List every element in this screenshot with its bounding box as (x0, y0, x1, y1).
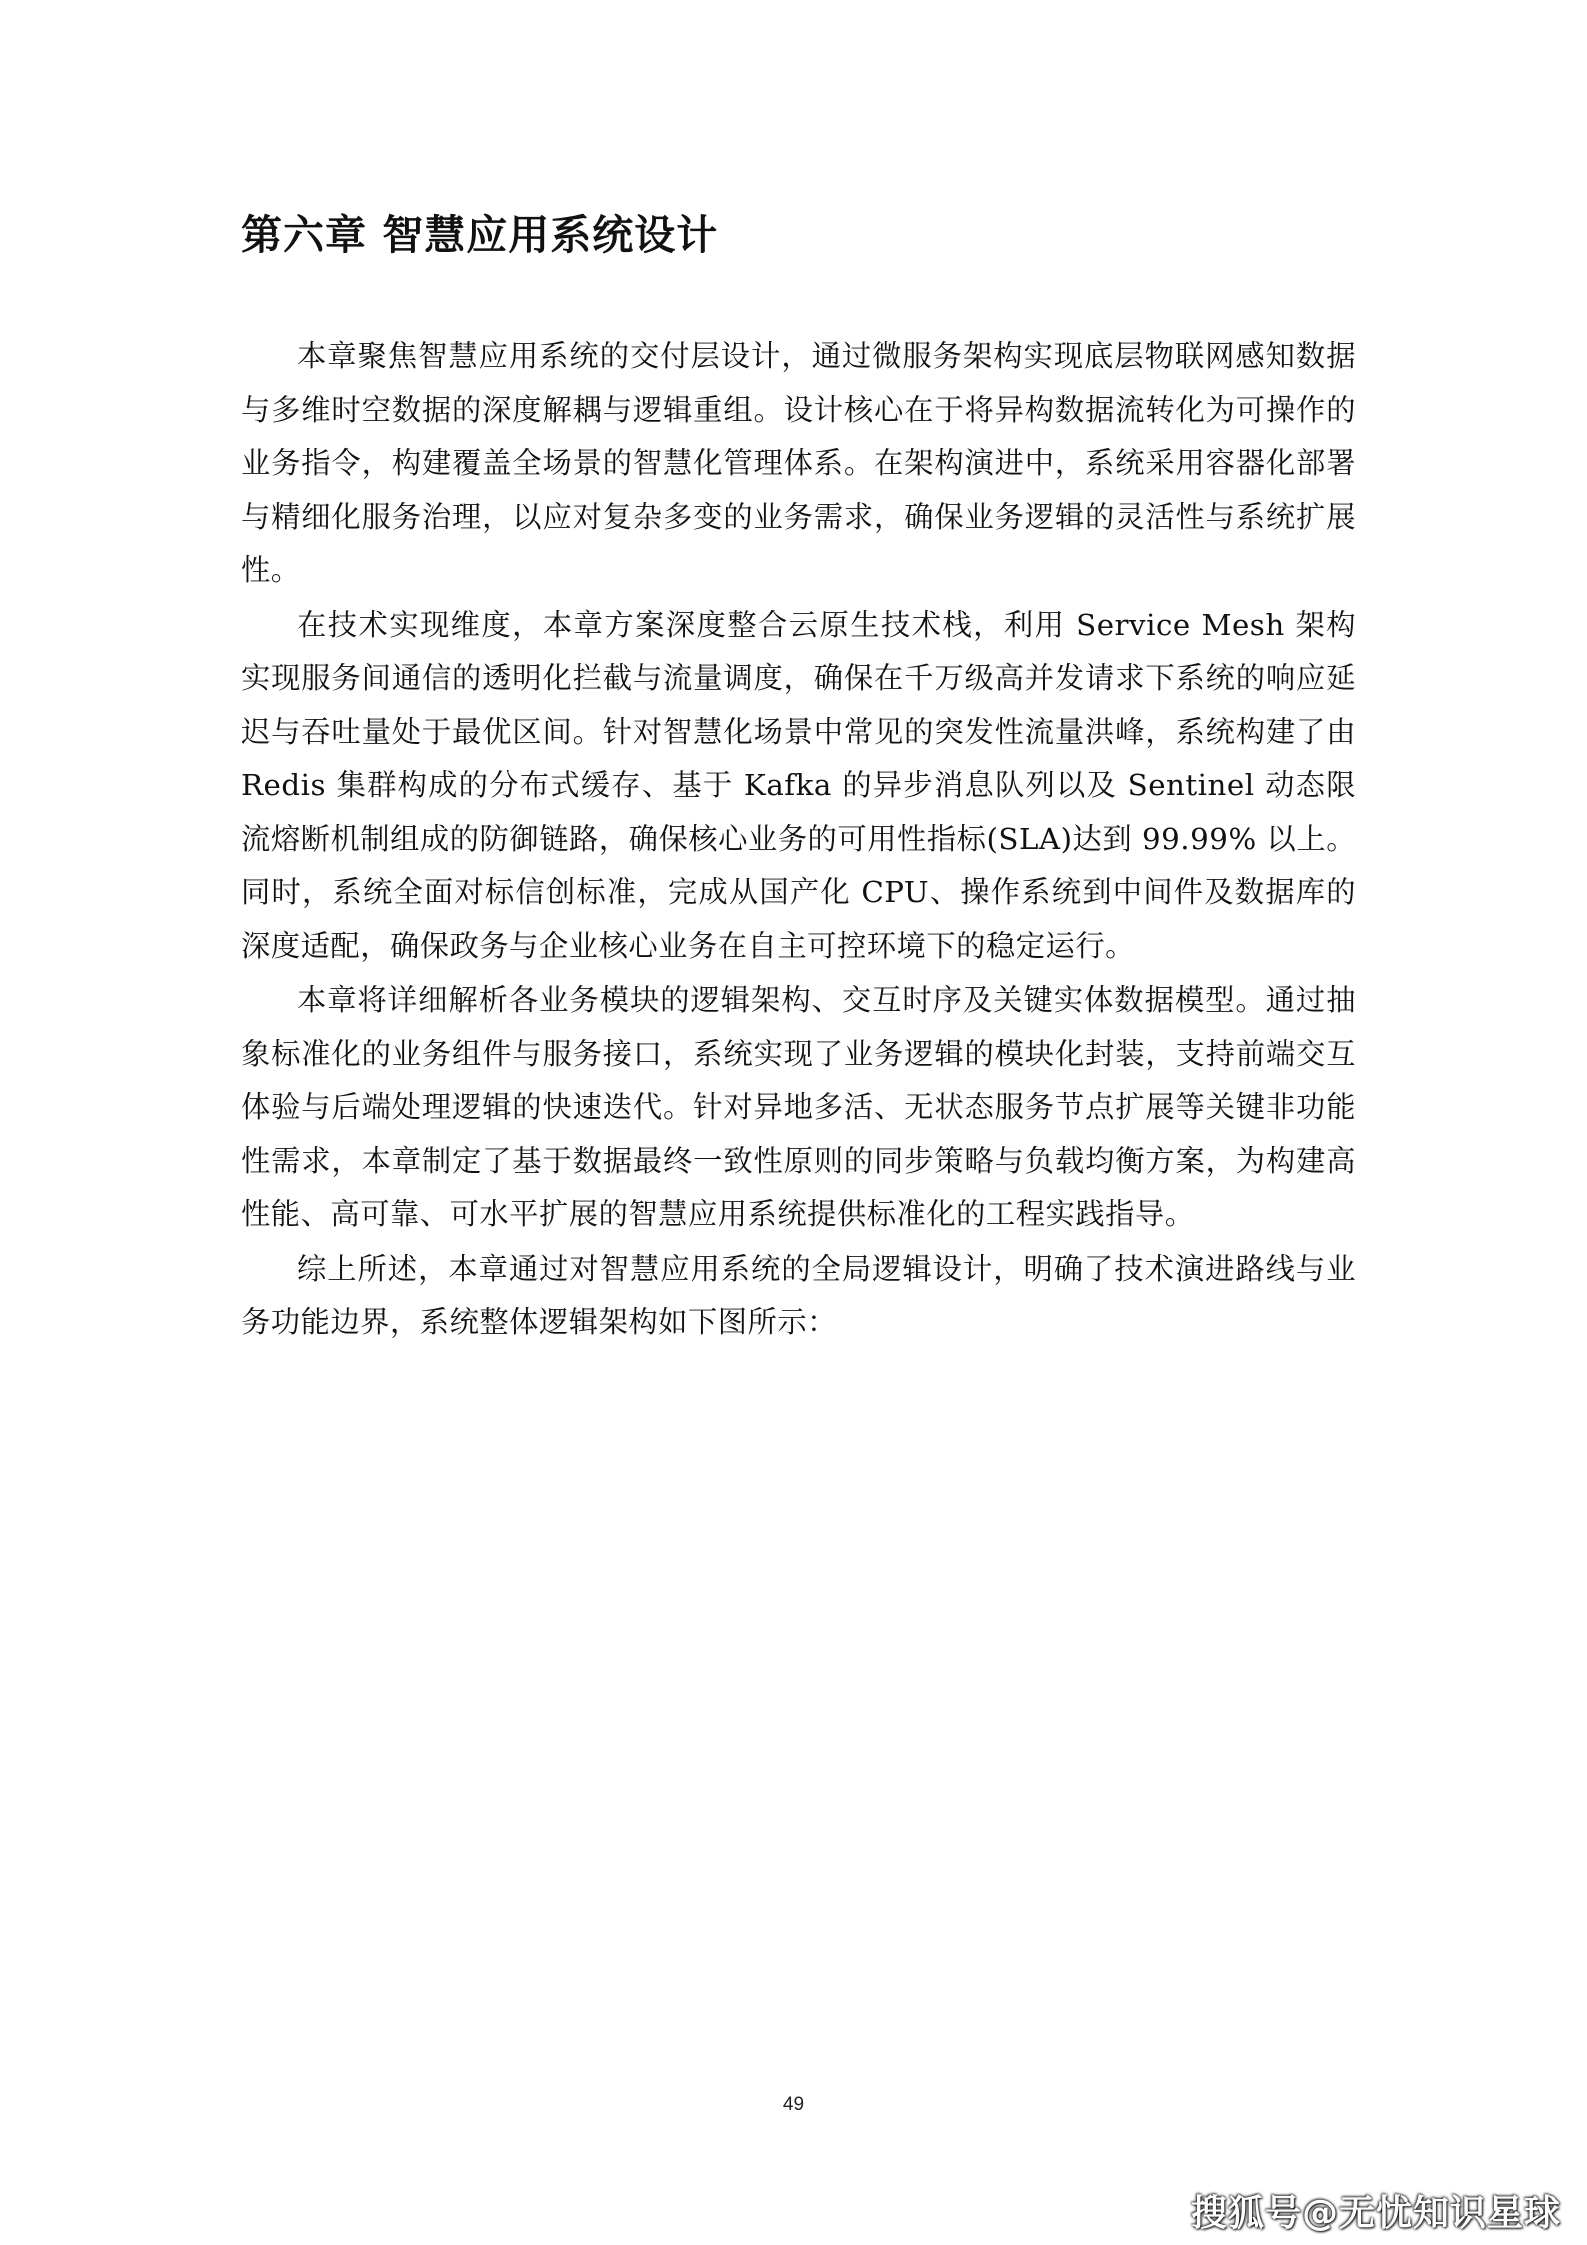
page-number: 49 (782, 2094, 805, 2115)
watermark (1191, 2185, 1561, 2236)
watermark-text: 搜狐号@无忧知识星球 (1190, 2193, 1561, 2234)
paragraph-technical: 在技术实现维度，本章方案深度整合云原生技术栈，利用 Service Mesh 架构实现服务间通信的透明化拦截与流量调度，确保在千万级高并发请求下系统的响应延迟与吞吐量处于最优区间。针对智慧化场景中常见的突发性流量洪峰，系统构建了由 Redis 集群构成的分布式缓存、基于 Kafka 的异步消息队列以及 Sentinel 动态限流熔断机制组成的防御链路，确保核心业务的可用性指标(SLA)达到 99.99% 以上。同时，系统全面对标信创标准，完成从国产化 CPU、操作系统到中间件及数据库的深度适配，确保政务与企业核心业务在自主可控环境下的稳定运行。 (241, 607, 1356, 963)
chapter-body (241, 330, 1356, 1351)
chapter-title: 第六章 智慧应用系统设计 (241, 211, 719, 259)
paragraph-summary: 综上所述，本章通过对智慧应用系统的全局逻辑设计，明确了技术演进路线与业务功能边界，系统整体逻辑架构如下图所示： (241, 1251, 1356, 1339)
paragraph-intro: 本章聚焦智慧应用系统的交付层设计，通过微服务架构实现底层物联网感知数据与多维时空数据的深度解耦与逻辑重组。设计核心在于将异构数据流转化为可操作的业务指令，构建覆盖全场景的智慧化管理体系。在架构演进中，系统采用容器化部署与精细化服务治理，以应对复杂多变的业务需求，确保业务逻辑的灵活性与系统扩展性。 (241, 339, 1356, 587)
paragraph-modules: 本章将详细解析各业务模块的逻辑架构、交互时序及关键实体数据模型。通过抽象标准化的业务组件与服务接口，系统实现了业务逻辑的模块化封装，支持前端交互体验与后端处理逻辑的快速迭代。针对异地多活、无状态服务节点扩展等关键非功能性需求，本章制定了基于数据最终一致性原则的同步策略与负载均衡方案，为构建高性能、高可靠、可水平扩展的智慧应用系统提供标准化的工程实践指导。 (241, 983, 1356, 1231)
